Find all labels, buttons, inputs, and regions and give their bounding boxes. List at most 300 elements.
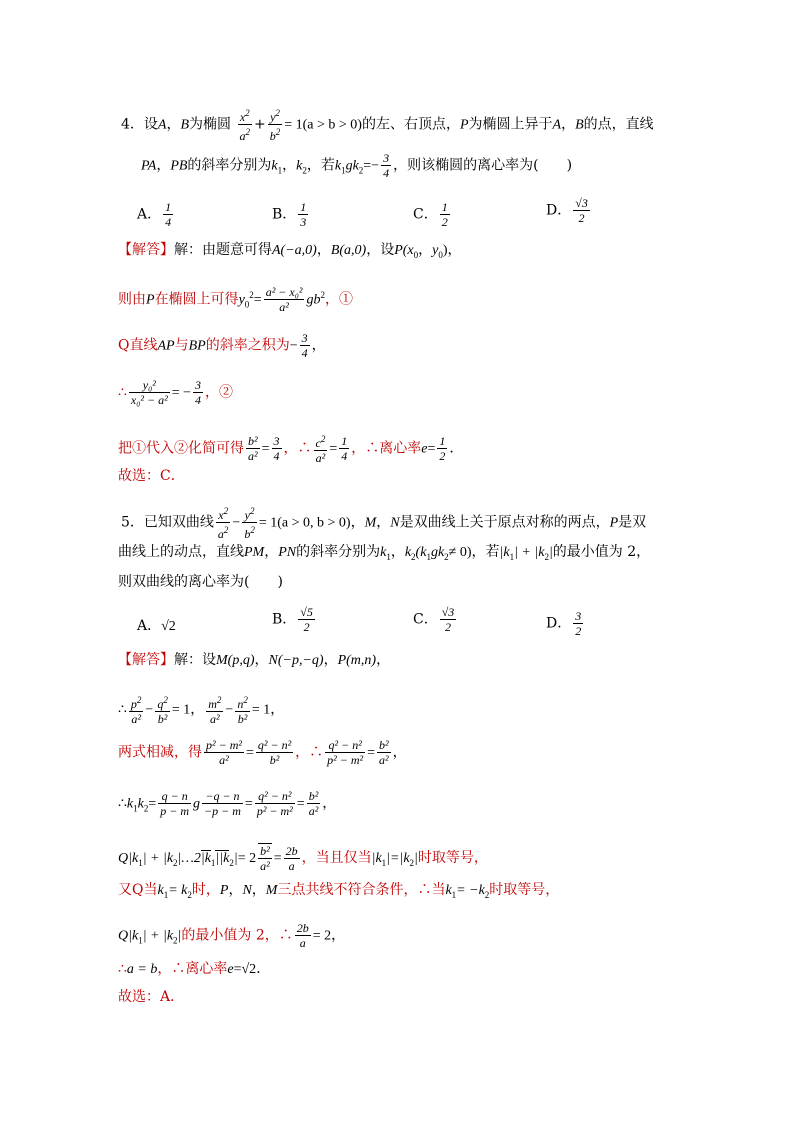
exp: 2: [245, 108, 250, 118]
sub: 1: [163, 889, 169, 900]
text: 两式相减，得: [118, 744, 202, 761]
num: [155, 693, 170, 712]
var: k: [296, 158, 303, 174]
therefore: ∴: [118, 795, 127, 812]
var: A: [552, 117, 562, 133]
period: ．: [449, 440, 464, 457]
sol5-line4: [118, 789, 336, 818]
dot: g: [193, 796, 201, 812]
sol4-line2: [118, 285, 353, 314]
sep: ，: [264, 544, 279, 560]
q4-option-b[interactable]: [272, 200, 310, 229]
minus: −: [371, 158, 380, 174]
expr: |k: [371, 851, 382, 866]
den: 4: [273, 449, 280, 463]
expr: A(−a,0): [272, 243, 317, 258]
num: [314, 432, 328, 451]
y: y: [244, 508, 250, 522]
sub: 1: [509, 551, 515, 562]
text: 与: [174, 337, 189, 354]
fraction: [325, 738, 365, 767]
eq: =: [367, 745, 376, 761]
q4-option-c[interactable]: [413, 200, 452, 229]
m: m: [208, 697, 217, 711]
fraction: [264, 285, 305, 314]
b: b: [269, 129, 276, 143]
fraction: [314, 432, 328, 465]
text: 为椭圆上异于: [468, 116, 553, 133]
fraction: [256, 738, 293, 767]
label: C．: [413, 611, 438, 628]
den: p − m: [160, 804, 190, 818]
sep: ，: [311, 337, 326, 354]
fraction: [216, 504, 231, 541]
var: k: [271, 158, 278, 174]
expr: | + |k: [142, 851, 174, 866]
text: 时，: [191, 882, 220, 898]
num: 1: [165, 200, 172, 214]
num: √3: [441, 605, 455, 619]
den: 2: [575, 624, 582, 638]
fraction: [284, 844, 300, 873]
q5-option-c[interactable]: [413, 605, 458, 634]
sep: ，: [270, 701, 285, 718]
text: Q直线: [118, 337, 158, 354]
q5-option-a[interactable]: [137, 615, 176, 635]
therefore: ∴: [118, 701, 127, 718]
num: 1: [300, 200, 307, 214]
sep: ，: [390, 544, 405, 560]
q5-line2: [118, 545, 650, 562]
var: P: [219, 883, 229, 898]
den: a²: [308, 804, 319, 818]
fraction: [202, 789, 243, 818]
q4-line1: 4．设A，B为椭圆 $\frac{x^2}{a^2}$ + $\frac{y^2}{b^2}$ = 1(a > b > 0)的左、右顶点，P为椭圆上异于A，B的点，直线: [121, 108, 654, 143]
exp: 2: [245, 127, 250, 137]
den: a²: [260, 859, 270, 873]
expr: P(x: [394, 243, 414, 258]
den: p² − m²: [327, 753, 364, 767]
fraction: [437, 434, 447, 463]
label: D．: [546, 615, 572, 632]
eq: =: [427, 441, 436, 457]
therefore: ∴: [118, 961, 127, 977]
fraction: [193, 378, 203, 407]
den: 4: [341, 449, 348, 463]
sub: 2: [484, 889, 490, 900]
expr: (k: [415, 545, 427, 560]
fraction-3-4: [381, 151, 391, 180]
text: 时取等号，: [489, 882, 560, 898]
sub: 0: [413, 249, 419, 260]
expr: | + |k: [514, 545, 545, 560]
text: 解：由题意可得: [174, 242, 272, 258]
fraction: [206, 693, 223, 726]
sub: 2: [173, 857, 178, 868]
text: 解：设: [174, 652, 216, 668]
expr: |…2: [177, 851, 201, 866]
fraction-sqrt: [258, 843, 272, 873]
fraction: [573, 196, 590, 225]
num: 2b: [285, 843, 298, 858]
sol5-line9: 故选：A．: [118, 989, 185, 1005]
fraction: [339, 434, 349, 463]
sub: 1: [386, 551, 391, 562]
fraction: [440, 605, 457, 634]
den: [242, 523, 257, 541]
therefore: ∴: [118, 384, 127, 401]
fraction: [298, 605, 315, 634]
var: N: [390, 515, 400, 531]
var: k: [380, 545, 387, 560]
sep: ，: [392, 744, 407, 761]
answer-tag: 【解答】: [118, 652, 174, 668]
answer-tag: 【解答】: [118, 242, 174, 258]
sub: 2: [544, 551, 549, 562]
sol5-line8: [118, 962, 270, 977]
text: ，∴: [283, 440, 312, 457]
sol4-line3: [118, 331, 326, 360]
a: a: [217, 527, 224, 541]
den: a: [288, 858, 295, 873]
var: B: [180, 117, 190, 133]
sol4-line6: 故选：C．: [118, 468, 185, 484]
sep: ，: [316, 242, 331, 258]
sub: 1: [451, 889, 457, 900]
eq: = 2: [237, 851, 257, 866]
var: e: [421, 441, 428, 457]
den: a²: [219, 753, 229, 767]
q5-line3: 则双曲线的离心率为( ): [118, 574, 283, 590]
expr: |k: [200, 851, 211, 866]
expr: P(m,n): [337, 653, 377, 668]
den: 2: [439, 449, 446, 463]
text: 的最小值为 2，∴: [181, 927, 293, 944]
sep: ，: [166, 116, 181, 133]
var: P: [609, 515, 619, 531]
text: 时取等号，: [417, 850, 488, 866]
den: a²: [315, 451, 326, 465]
expr: |=|k: [386, 851, 410, 866]
text: 又Q当: [118, 882, 158, 898]
label: B．: [272, 206, 297, 223]
text: ，则该椭圆的离心率为( ): [393, 157, 573, 174]
fraction: [377, 738, 391, 767]
sup: 2: [249, 289, 254, 300]
sub: 2: [173, 935, 178, 946]
sep: ，: [350, 514, 365, 531]
text: 的点，直线: [583, 116, 654, 133]
eq: = −: [171, 385, 192, 401]
expr: ≠ 0): [448, 545, 472, 560]
expr: |: [414, 851, 418, 866]
text: ，∴离心率: [351, 440, 422, 457]
num: −q − n: [202, 789, 243, 804]
q5-option-b[interactable]: [272, 605, 317, 634]
expr: | + |k: [142, 928, 174, 944]
den: a²: [248, 449, 258, 463]
sol5-line6: [118, 883, 559, 900]
q4-number: 4．设: [121, 116, 158, 133]
num: [268, 106, 283, 125]
num: p² − m²: [206, 738, 242, 752]
expr: gk: [430, 545, 445, 560]
var: P: [459, 117, 469, 133]
num: b²: [308, 789, 319, 803]
fraction: [573, 609, 583, 638]
den: 4: [165, 215, 172, 229]
var: AP: [157, 338, 175, 354]
q5-option-d[interactable]: [546, 609, 585, 638]
q4-option-a[interactable]: [137, 200, 175, 229]
num: √3: [575, 196, 588, 210]
exp: 2: [243, 695, 248, 705]
sep: ，: [418, 242, 433, 258]
label: D．: [546, 202, 572, 219]
num: 1: [441, 200, 448, 214]
den: a²: [279, 300, 289, 314]
var: M: [265, 883, 278, 898]
fraction: [158, 789, 191, 818]
exp: 2: [249, 506, 255, 516]
p: p: [130, 697, 137, 711]
sub: 1: [381, 857, 387, 868]
den: 2: [441, 215, 448, 229]
sol5-line3: [118, 738, 407, 767]
fraction: [129, 693, 144, 726]
minus: −: [289, 338, 298, 354]
sub: 0: [244, 299, 250, 310]
b: b: [244, 527, 251, 541]
text: 在椭圆上可得: [154, 291, 239, 308]
num: [235, 693, 250, 712]
eq: =: [363, 158, 372, 174]
var: P: [146, 292, 155, 308]
expr: Q|k: [118, 851, 139, 866]
num: q² − n²: [325, 738, 365, 753]
fraction: [129, 378, 170, 407]
var: y: [238, 292, 245, 308]
q4-option-d[interactable]: [546, 196, 592, 225]
sol4-line4: [118, 378, 233, 407]
text: 曲线上的动点，直线: [118, 544, 244, 560]
q5-number: 5．已知双曲线: [121, 514, 214, 531]
equation: = 1(a > b > 0): [284, 117, 362, 133]
eq: =: [296, 796, 305, 812]
fraction: [307, 789, 321, 818]
num: [129, 693, 144, 712]
num: [238, 106, 253, 125]
q5-line1: [121, 504, 646, 541]
text: 是双: [618, 514, 647, 531]
var: k: [404, 545, 412, 560]
sub: 2: [187, 889, 192, 900]
label: C．: [413, 206, 438, 223]
num: b²: [248, 434, 258, 448]
expr: = −k: [456, 883, 485, 898]
expr: |: [548, 545, 553, 560]
num: [206, 693, 223, 712]
var: k: [126, 796, 134, 812]
q4-line2: [141, 151, 572, 180]
expr: a = b: [126, 962, 158, 977]
den: x₀² − a²: [130, 393, 168, 407]
sep: ，: [323, 652, 338, 668]
sub: 1: [277, 165, 283, 176]
minus: −: [232, 515, 241, 531]
num: 1: [341, 434, 348, 448]
var: k: [334, 158, 342, 174]
num: q² − n²: [255, 789, 295, 804]
sol4-line1: [118, 243, 462, 260]
c: c: [315, 436, 321, 450]
den: p² − m²: [256, 804, 293, 818]
eq: =: [273, 851, 282, 866]
expr: ||k: [215, 851, 230, 866]
text: 的最小值为 2，: [552, 544, 651, 560]
den: 4: [383, 166, 390, 180]
var: PB: [170, 158, 188, 174]
fraction: [242, 504, 257, 541]
text: 三点共线不符合条件，∴当: [277, 882, 446, 898]
num: [242, 504, 257, 523]
sub: 2: [143, 803, 149, 814]
den: [216, 523, 231, 541]
eq: =: [261, 441, 270, 457]
var: PN: [278, 545, 297, 560]
exp: 2: [250, 525, 255, 535]
den: 4: [195, 393, 202, 407]
expr: |: [233, 851, 238, 866]
den: 2: [578, 211, 585, 225]
var: k: [445, 883, 452, 898]
den: [268, 125, 283, 143]
minus: −: [225, 702, 234, 718]
num: 2b: [296, 921, 309, 935]
var: B: [575, 117, 584, 133]
num: √5: [300, 605, 313, 619]
text: 的左、右顶点，: [361, 116, 460, 133]
sub: 0: [438, 249, 443, 260]
label: B．: [272, 611, 297, 628]
expr: = k: [168, 883, 188, 898]
sep: ，: [331, 927, 346, 944]
var: M: [364, 515, 377, 531]
y: y: [270, 110, 276, 124]
den: −p − m: [204, 804, 241, 818]
num: q² − n²: [257, 738, 292, 752]
text: ，设: [366, 242, 395, 258]
sub: 2: [409, 857, 415, 868]
sep: ，: [282, 157, 297, 174]
sep: ，: [561, 116, 576, 133]
text: 为椭圆: [189, 116, 232, 133]
sub: 1: [138, 857, 143, 868]
sub: 1: [341, 165, 346, 176]
exp: 2: [223, 525, 229, 535]
expr: B(a,0): [330, 243, 367, 258]
exp: 2: [216, 695, 222, 705]
q: q: [157, 697, 164, 711]
fraction: [235, 693, 250, 726]
sep: ，: [376, 514, 391, 531]
var: BP: [188, 338, 206, 354]
sub: 2: [302, 165, 307, 176]
num: q − n: [158, 789, 191, 804]
exp: 2: [320, 434, 326, 444]
num: 3: [383, 151, 390, 165]
value: √2: [161, 619, 176, 634]
text: 的斜率之积为: [205, 337, 290, 354]
paren: ): [442, 243, 448, 258]
text: 的斜率分别为: [187, 157, 272, 174]
eq: =: [233, 962, 242, 977]
fraction: [204, 738, 244, 767]
den: a: [299, 936, 306, 950]
text: ，∴离心率: [157, 961, 228, 977]
fraction: [255, 789, 295, 818]
sep: ，: [251, 882, 266, 898]
var: N: [242, 883, 252, 898]
fraction-x2-a2: [238, 106, 253, 143]
fraction: [163, 200, 173, 229]
fraction: [155, 693, 170, 726]
exp: 2: [163, 695, 168, 705]
var: PA: [141, 158, 157, 174]
text: ，当且仅当: [301, 850, 372, 866]
text: 把①代入②化简可得: [118, 440, 244, 457]
num: 3: [195, 378, 202, 392]
var: e: [227, 962, 234, 977]
num: b²: [260, 844, 270, 858]
eq: = 2: [312, 928, 332, 944]
den: 4: [301, 346, 308, 360]
text: ，①: [324, 291, 353, 308]
text: ，∴: [295, 744, 324, 761]
exp: 2: [136, 695, 142, 705]
num: 3: [301, 331, 308, 345]
expr: |k: [499, 545, 510, 560]
expr: N(−p,−q): [268, 653, 324, 668]
sep: ，: [190, 701, 205, 718]
text: ，②: [205, 384, 234, 401]
text: 的斜率分别为: [296, 544, 381, 560]
sub: 2: [444, 551, 449, 562]
sub: 1: [210, 857, 216, 868]
sub: 1: [426, 551, 431, 562]
sep: ，: [322, 795, 337, 812]
text: ，若: [306, 157, 335, 174]
den: a²: [131, 712, 141, 726]
a: a: [239, 129, 246, 143]
period: ．: [256, 961, 271, 977]
num: 3: [575, 609, 582, 623]
expr: y: [432, 243, 439, 258]
fraction: [295, 921, 311, 950]
den: 3: [300, 215, 307, 229]
den: b²: [157, 712, 168, 726]
num: 3: [273, 434, 280, 448]
eq: = 1: [171, 702, 191, 718]
var: A: [157, 117, 167, 133]
sub: 2: [229, 857, 234, 868]
exp: 2: [223, 506, 229, 516]
sep: ，: [156, 157, 171, 174]
x: x: [218, 508, 224, 522]
sep: ，: [447, 242, 462, 258]
expr: Q|k: [118, 928, 139, 944]
expr: |: [177, 928, 182, 944]
